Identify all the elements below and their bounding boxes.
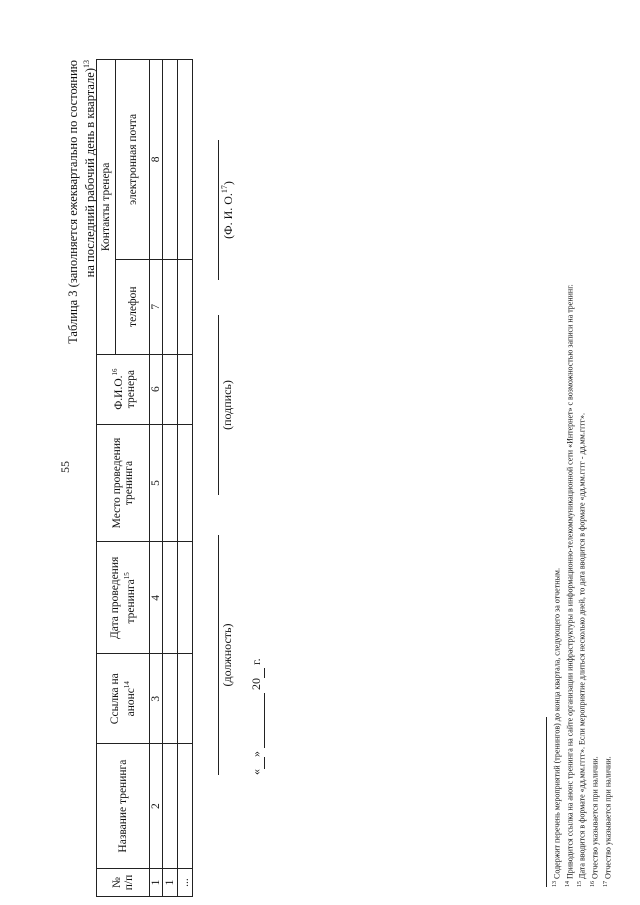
- table-row: [163, 60, 178, 897]
- footnote-ref: 13: [82, 60, 91, 68]
- footnote-ref: 17: [220, 185, 229, 194]
- header-announcement-link: Ссылка на анонс$^{14}$: [97, 654, 150, 744]
- position-signature-line: [218, 535, 219, 775]
- column-number: 1: [150, 869, 163, 897]
- header-trainer-contacts: Контакты тренера: [97, 60, 116, 355]
- footnote: $^{16}$ Отчество указывается при наличии.: [589, 756, 600, 887]
- column-number: 2: [150, 744, 163, 869]
- table-cell: ...: [178, 869, 193, 897]
- table-cell: [178, 354, 193, 424]
- column-number: 8: [150, 60, 163, 260]
- position-label: (должность): [220, 623, 234, 687]
- table-cell: [163, 60, 178, 260]
- footnotes-separator: [546, 717, 547, 887]
- table-cell: [163, 542, 178, 654]
- header-number: № п/п: [97, 869, 150, 897]
- column-number: 7: [150, 259, 163, 354]
- table-cell: [178, 542, 193, 654]
- table-cell: [178, 744, 193, 869]
- footnote-ref: 15: [123, 572, 132, 580]
- column-number: 5: [150, 424, 163, 542]
- table-cell: [163, 354, 178, 424]
- table-cell: [178, 654, 193, 744]
- footnote: $^{14}$ Приводится ссылка на анонс тренинга на сайте организации инфраструктуры в информационно-телекоммуникационной сети «Интернет» с возможностью записи на тренинг.: [564, 284, 575, 887]
- table-cell: [178, 60, 193, 260]
- footnote-ref: 14: [123, 681, 132, 689]
- footnotes: [550, 27, 613, 887]
- page-number: 55: [58, 461, 72, 473]
- table-caption: [66, 60, 97, 490]
- footnote: $^{13}$ Содержит перечень мероприятий (тренингов) до конца квартала, следующего за отчетным.: [552, 568, 562, 887]
- column-number: 3: [150, 654, 163, 744]
- header-phone: телефон: [116, 259, 150, 354]
- fio-label: (Ф. И. О.$^{17}$): [220, 181, 235, 239]
- header-email: электронная почта: [116, 60, 150, 260]
- trainings-table: [96, 59, 193, 897]
- table-header-row: [97, 60, 116, 897]
- header-training-date: Дата проведения тренинга$^{15}$: [97, 542, 150, 654]
- footnote: $^{15}$ Дата вводится в формате «дд.мм.гггг». Если мероприятие длиться несколько дней, то дата вводится в формате «дд.мм.гггг - дд.мм.гггг».: [577, 413, 587, 887]
- table-cell: [178, 259, 193, 354]
- table-cell: [178, 424, 193, 542]
- table-caption-line-2: на последний рабочий день в квартале)$^{13}$: [82, 60, 98, 278]
- table-caption-line-1: Таблица 3 (заполняется ежеквартально по состоянию: [66, 60, 80, 344]
- date-line: « » 20 г.: [249, 658, 263, 775]
- column-number-row: [150, 60, 163, 897]
- footnote-ref: 16: [111, 368, 120, 376]
- fio-signature-line: [218, 140, 219, 280]
- sign-signature-line: [218, 315, 219, 495]
- table-cell: 1: [163, 869, 178, 897]
- table-cell: [163, 259, 178, 354]
- table-cell: [163, 744, 178, 869]
- header-trainer-name: Ф.И.О.$^{16}$ тренера: [97, 354, 150, 424]
- footnote: $^{17}$ Отчество указывается при наличии.: [602, 756, 613, 887]
- header-training-name: Название тренинга: [97, 744, 150, 869]
- table-cell: [163, 424, 178, 542]
- table-cell: [163, 654, 178, 744]
- header-training-place: Место проведения тренинга: [97, 424, 150, 542]
- column-number: 4: [150, 542, 163, 654]
- sign-label: (подпись): [220, 380, 234, 430]
- column-number: 6: [150, 354, 163, 424]
- table-row: [178, 60, 193, 897]
